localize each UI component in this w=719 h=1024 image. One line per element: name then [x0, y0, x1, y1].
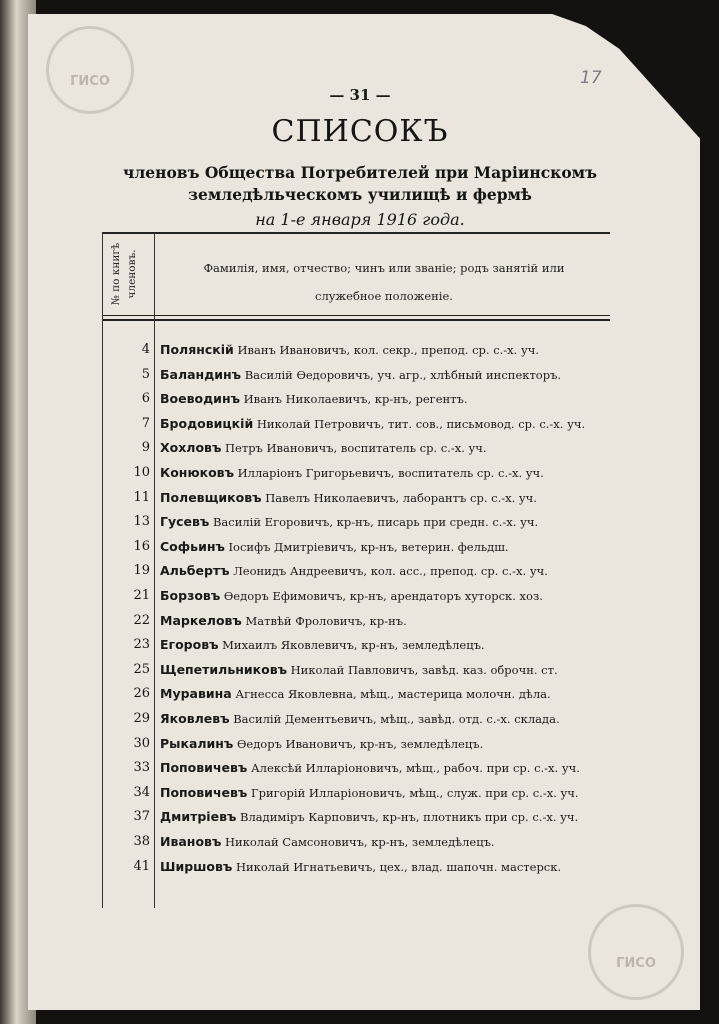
member-entry	[160, 859, 610, 874]
pencil-annotation: 17	[580, 68, 602, 88]
member-number: 22	[133, 612, 150, 628]
member-number: 10	[133, 465, 150, 480]
table-row	[102, 855, 610, 879]
archive-stamp-top	[46, 26, 134, 114]
header-rule	[102, 315, 610, 316]
member-entry	[160, 662, 610, 677]
member-surname: Яковлевъ	[160, 711, 230, 726]
table-row	[102, 559, 610, 583]
member-number: 5	[141, 366, 150, 382]
member-number: 38	[133, 834, 150, 849]
table-row	[102, 682, 610, 706]
subtitle-line: земледѣльческомъ училищѣ и фермѣ	[188, 185, 532, 204]
member-entry	[160, 809, 610, 824]
member-entry	[160, 416, 610, 431]
table-row	[102, 412, 610, 436]
member-entry	[160, 440, 610, 455]
table-row	[102, 732, 610, 756]
member-surname: Гусевъ	[160, 514, 210, 530]
member-details: Павелъ Николаевичъ, лаборантъ ср. с.-х. уч.	[265, 490, 537, 505]
member-details: Иванъ Николаевичъ, кр-нъ, регентъ.	[243, 392, 468, 407]
table-row	[102, 584, 610, 608]
table-row	[102, 510, 610, 534]
member-entry	[160, 367, 610, 382]
member-number: 30	[133, 735, 150, 751]
member-surname: Егоровъ	[160, 637, 219, 653]
archive-stamp-bottom	[588, 904, 684, 1000]
column-header-line: членовъ.	[126, 249, 138, 299]
column-header-line: № по книгѣ	[110, 242, 122, 306]
member-details: Михаилъ Яковлевичъ, кр-нъ, земледѣлецъ.	[222, 638, 485, 653]
member-details: Николай Игнатьевичъ, цех., влад. шапочн. мастерск.	[235, 859, 562, 874]
member-details: Григорій Илларіоновичъ, мѣщ., служ. при ср. с.-х. уч.	[250, 785, 579, 800]
stamp-label: ГИСО	[616, 956, 656, 971]
member-entry	[160, 465, 610, 480]
table-row	[102, 609, 610, 633]
table-row	[102, 830, 610, 854]
member-surname: Воеводинъ	[160, 391, 240, 407]
member-details: Николай Павловичъ, завѣд. каз. оброчн. ст.	[290, 662, 558, 677]
table-row	[102, 436, 610, 460]
member-surname: Рыкалинъ	[160, 735, 234, 751]
member-surname: Дмитріевъ	[160, 809, 237, 825]
column-header-line: служебное положеніе.	[315, 289, 453, 303]
table-row	[102, 461, 610, 485]
member-surname: Полевщиковъ	[160, 489, 262, 505]
column-header-line: Фамилія, имя, отчество; чинъ или званіе; родъ занятій или	[203, 261, 565, 275]
date-line: на 1-е января 1916 года.	[255, 210, 465, 229]
member-details: Василій Егоровичъ, кр-нъ, писарь при средн. с.-х. уч.	[212, 515, 539, 530]
member-number: 37	[133, 809, 150, 825]
member-number: 16	[133, 538, 150, 554]
subtitle-line: членовъ Общества Потребителей при Маріинскомъ	[122, 163, 598, 182]
member-surname: Софьинъ	[160, 538, 225, 554]
member-surname: Маркеловъ	[160, 612, 242, 628]
member-details: Петръ Ивановичъ, воспитатель ср. с.-х. уч.	[225, 441, 487, 456]
member-details: Василій Дементьевичъ, мѣщ., завѣд. отд. с.-х. склада.	[233, 712, 560, 726]
member-details: Ѳедоръ Ефимовичъ, кр-нъ, арендаторъ хуторск. хоз.	[223, 589, 543, 603]
table-row	[102, 486, 610, 510]
member-surname: Хохловъ	[160, 440, 222, 456]
member-entry	[160, 539, 610, 554]
member-number: 25	[133, 661, 150, 677]
member-entry	[160, 391, 610, 406]
header-rule-double	[102, 319, 610, 321]
member-details: Матвѣй Фроловичъ, кр-нъ.	[245, 613, 407, 628]
member-entry	[160, 760, 610, 775]
column-header-name	[162, 254, 606, 310]
member-entry	[160, 711, 610, 726]
member-entry	[160, 637, 610, 652]
member-number: 7	[141, 415, 150, 431]
member-surname: Полянскій	[160, 342, 234, 357]
table-row	[102, 658, 610, 682]
member-surname: Конюковъ	[160, 465, 234, 480]
member-details: Леонидъ Андреевичъ, кол. асс., препод. ср. с.-х. уч.	[233, 564, 548, 579]
member-details: Илларіонъ Григорьевичъ, воспитатель ср. с.-х. уч.	[237, 466, 544, 480]
table-top-rule	[102, 232, 610, 234]
member-surname: Поповичевъ	[160, 784, 248, 800]
table-row	[102, 707, 610, 731]
member-number: 13	[133, 514, 150, 530]
member-number: 11	[133, 489, 150, 505]
member-number: 26	[133, 686, 150, 702]
member-details: Агнесса Яковлевна, мѣщ., мастерица молочн. дѣла.	[235, 687, 551, 702]
member-entry	[160, 490, 610, 505]
member-number: 41	[133, 858, 150, 874]
members-table	[102, 232, 610, 908]
member-number: 29	[133, 711, 150, 726]
member-entry	[160, 342, 610, 357]
member-entry	[160, 686, 610, 701]
document-subtitle	[100, 162, 620, 206]
member-number: 19	[133, 563, 150, 579]
member-entry	[160, 588, 610, 603]
table-row	[102, 535, 610, 559]
member-details: Василій Ѳедоровичъ, уч. агр., хлѣбный инспекторъ.	[244, 367, 562, 382]
member-entry	[160, 514, 610, 529]
table-row	[102, 633, 610, 657]
member-entry	[160, 736, 610, 751]
member-number: 4	[141, 342, 150, 357]
table-row	[102, 805, 610, 829]
member-number: 21	[133, 588, 150, 603]
document-title: СПИСОКЪ	[271, 114, 449, 149]
member-surname: Баландинъ	[160, 366, 242, 382]
table-row	[102, 781, 610, 805]
member-entry	[160, 563, 610, 578]
member-surname: Бродовицкій	[160, 415, 254, 431]
member-details: Николай Самсоновичъ, кр-нъ, земледѣлецъ.	[225, 835, 495, 849]
member-details: Іосифъ Дмитріевичъ, кр-нъ, ветерин. фельдш.	[228, 539, 509, 554]
member-surname: Поповичевъ	[160, 760, 248, 776]
member-entry	[160, 613, 610, 628]
member-surname: Ширшовъ	[160, 858, 233, 874]
stamp-label: ГИСО	[70, 74, 110, 89]
column-header-number	[108, 236, 150, 312]
member-surname: Борзовъ	[160, 588, 221, 603]
page-number: — 31 —	[329, 86, 391, 104]
table-row	[102, 756, 610, 780]
member-surname: Ивановъ	[160, 834, 222, 849]
table-row	[102, 338, 610, 362]
member-details: Иванъ Ивановичъ, кол. секр., препод. ср. с.-х. уч.	[237, 343, 540, 357]
member-number: 34	[133, 784, 150, 800]
member-surname: Щепетильниковъ	[160, 661, 287, 677]
member-number: 9	[141, 440, 150, 456]
member-surname: Альбертъ	[160, 563, 230, 579]
member-entry	[160, 834, 610, 849]
table-row	[102, 363, 610, 387]
member-number: 6	[141, 391, 150, 407]
member-details: Алексѣй Илларіоновичъ, мѣщ., рабоч. при ср. с.-х. уч.	[250, 761, 580, 776]
member-surname: Муравина	[160, 686, 232, 702]
member-number: 23	[133, 637, 150, 653]
member-details: Ѳедоръ Ивановичъ, кр-нъ, земледѣлецъ.	[236, 736, 484, 751]
member-details: Владиміръ Карповичъ, кр-нъ, плотникъ при ср. с.-х. уч.	[240, 810, 579, 825]
member-details: Николай Петровичъ, тит. сов., письмовод. ср. с.-х. уч.	[256, 416, 586, 431]
member-number: 33	[133, 760, 150, 776]
member-entry	[160, 785, 610, 800]
table-row	[102, 387, 610, 411]
